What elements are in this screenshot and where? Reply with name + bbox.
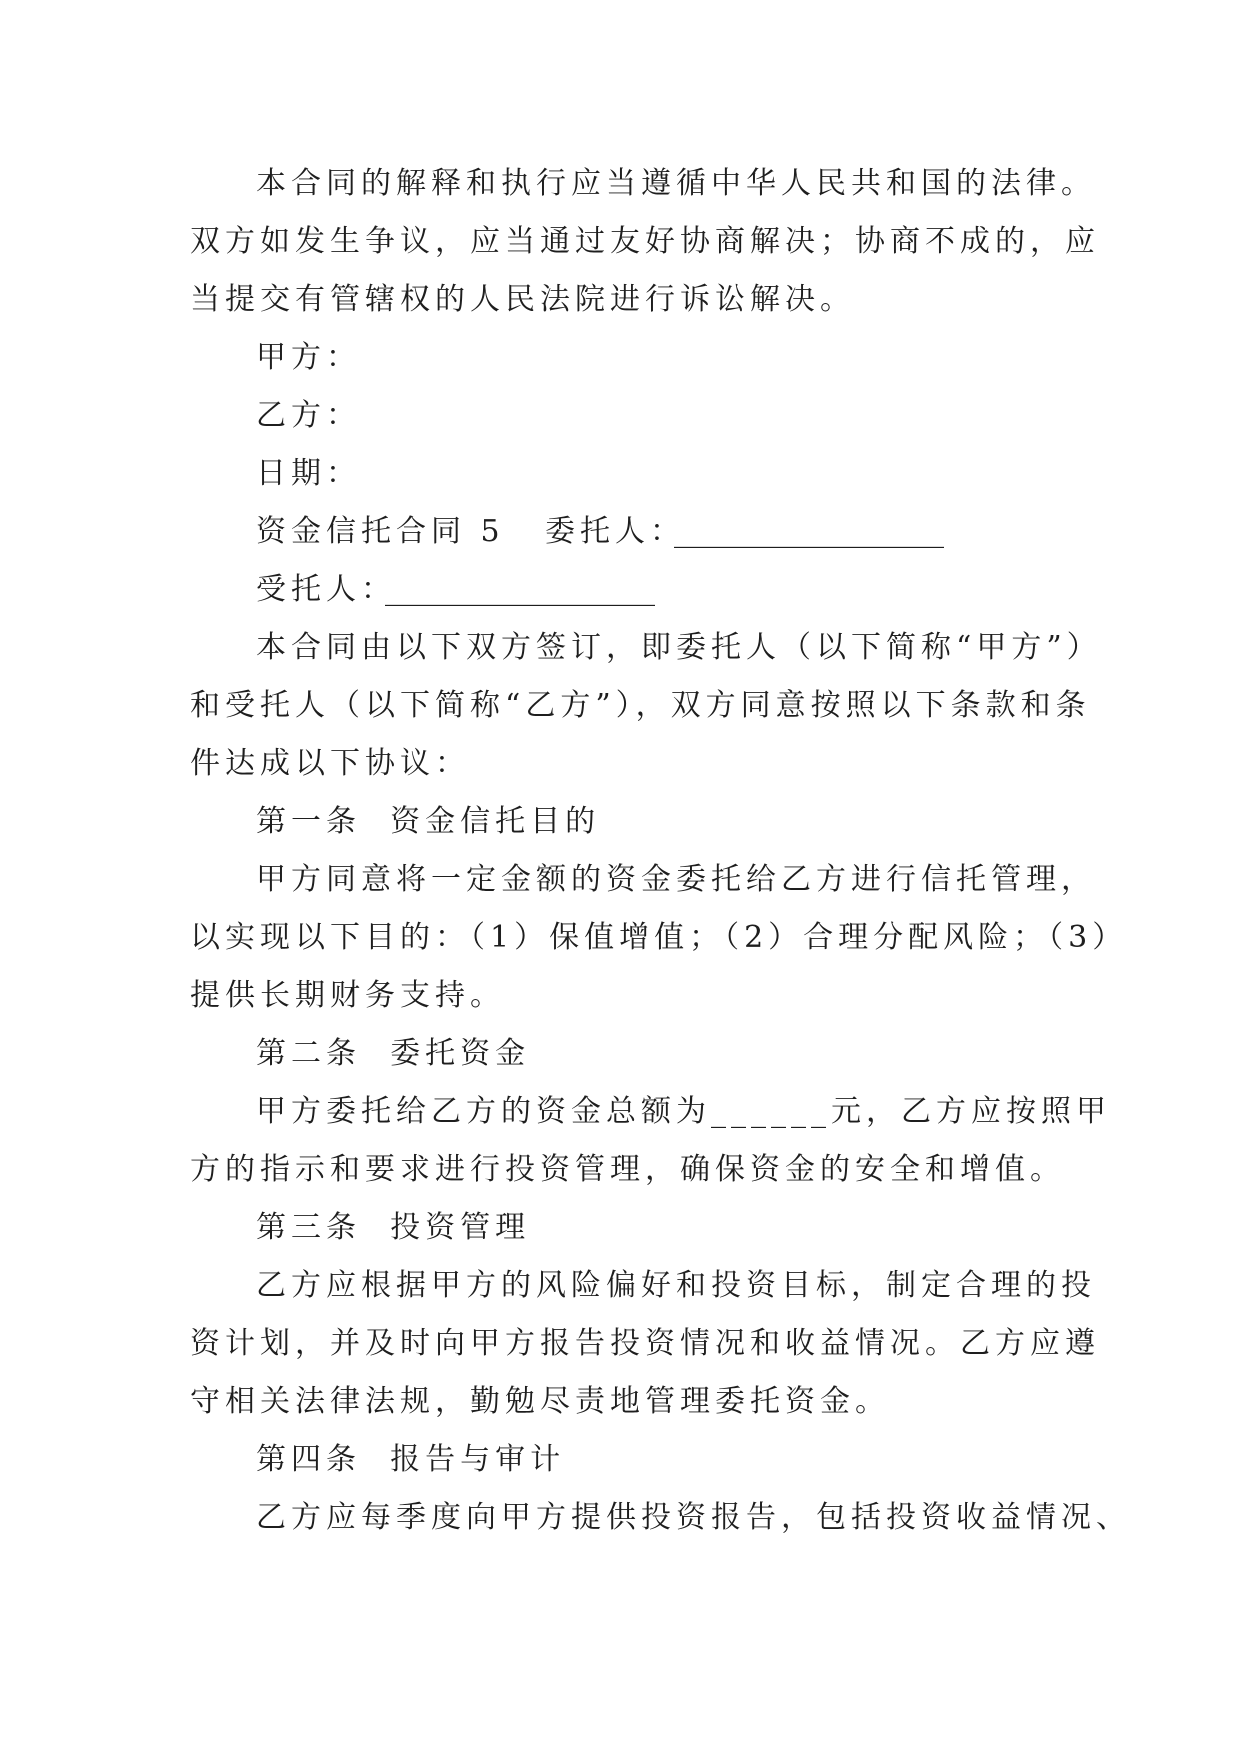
article-2-heading: 第二条 委托资金 <box>256 1036 531 1071</box>
principal-label: 委托人： <box>545 514 685 549</box>
party-a-label: 甲方： <box>256 340 361 375</box>
article-4-line-1: 乙方应每季度向甲方提供投资报告，包括投资收益情况、 <box>256 1500 1131 1535</box>
intro-line-3: 件达成以下协议： <box>190 746 470 781</box>
article-1-line-1: 甲方同意将一定金额的资金委托给乙方进行信托管理， <box>256 862 1096 897</box>
article-1-line-3: 提供长期财务支持。 <box>190 978 505 1013</box>
article-3-line-1: 乙方应根据甲方的风险偏好和投资目标，制定合理的投 <box>256 1268 1096 1303</box>
paragraph-law-line-2: 双方如发生争议，应当通过友好协商解决；协商不成的，应 <box>190 224 1100 259</box>
article-2-line-1: 甲方委托给乙方的资金总额为______元，乙方应按照甲 <box>256 1094 1111 1129</box>
article-1-heading: 第一条 资金信托目的 <box>256 804 601 839</box>
contract-title: 资金信托合同 5 <box>256 514 505 549</box>
party-b-label: 乙方： <box>256 398 361 433</box>
principal-blank: __________________ <box>674 514 944 549</box>
paragraph-law-line-1: 本合同的解释和执行应当遵循中华人民共和国的法律。 <box>256 166 1096 201</box>
article-1-line-2: 以实现以下目的：（1）保值增值；（2）合理分配风险；（3） <box>190 920 1128 955</box>
date-label: 日期： <box>256 456 361 491</box>
paragraph-law-line-3: 当提交有管辖权的人民法院进行诉讼解决。 <box>190 282 855 317</box>
article-4-heading: 第四条 报告与审计 <box>256 1442 566 1477</box>
trustee-label: 受托人： <box>256 572 396 607</box>
intro-line-2: 和受托人（以下简称“乙方”），双方同意按照以下条款和条 <box>190 688 1091 723</box>
trustee-blank: __________________ <box>385 572 655 607</box>
article-3-line-3: 守相关法律法规，勤勉尽责地管理委托资金。 <box>190 1384 890 1419</box>
article-2-line-2: 方的指示和要求进行投资管理，确保资金的安全和增值。 <box>190 1152 1065 1187</box>
article-3-line-2: 资计划，并及时向甲方报告投资情况和收益情况。乙方应遵 <box>190 1326 1100 1361</box>
article-3-heading: 第三条 投资管理 <box>256 1210 531 1245</box>
intro-line-1: 本合同由以下双方签订，即委托人（以下简称“甲方”） <box>256 630 1102 665</box>
